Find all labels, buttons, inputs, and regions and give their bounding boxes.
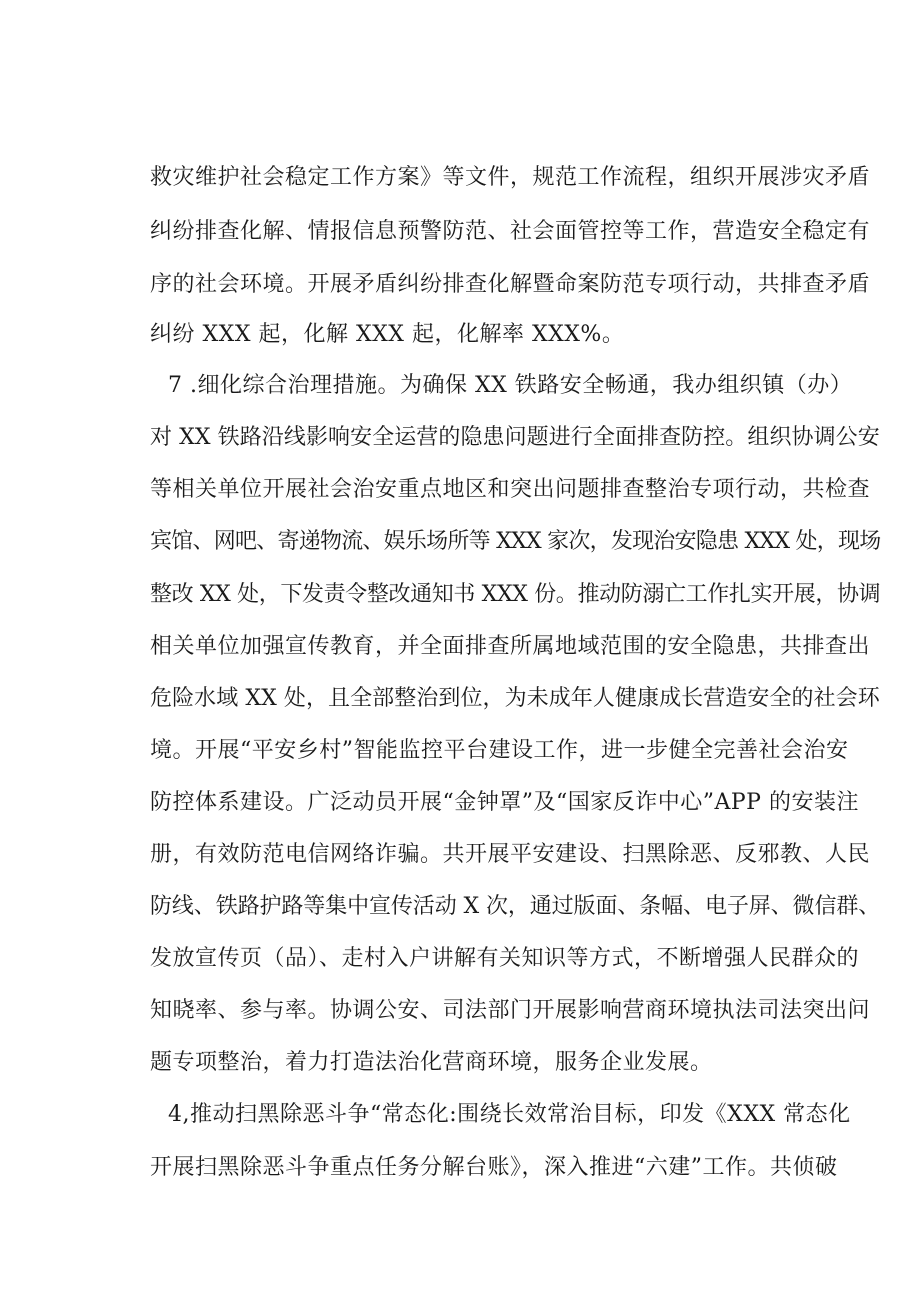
paragraph-2-line-1: 7 .细化综合治理措施。为确保 XX 铁路安全畅通，我办组织镇（办） xyxy=(168,373,853,398)
paragraph-1-line-2: 纠纷排查化解、情报信息预警防范、社会面管控等工作，营造安全稳定有 xyxy=(150,219,871,244)
paragraph-2-line-10: 册，有效防范电信网络诈骗。共开展平安建设、扫黑除恶、反邪教、人民 xyxy=(150,842,871,867)
paragraph-2-line-5: 整改 XX 处，下发责令整改通知书 XXX 份。推动防溺亡工作扎实开展，协调 xyxy=(150,582,881,607)
paragraph-3-line-1: 4,推动扫黑除恶斗争“常态化:围绕长效常治目标，印发《XXX 常态化 xyxy=(168,1102,851,1127)
paragraph-2-line-9: 防控体系建设。广泛动员开展“金钟罩”及“国家反诈中心”APP 的安装注 xyxy=(150,790,859,815)
paragraph-2-line-3: 等相关单位开展社会治安重点地区和突出问题排查整治专项行动，共检查 xyxy=(150,477,871,502)
paragraph-2-line-11: 防线、铁路护路等集中宣传活动 X 次，通过版面、条幅、电子屏、微信群、 xyxy=(150,894,881,919)
paragraph-1-line-3: 序的社会环境。开展矛盾纠纷排查化解暨命案防范专项行动，共排查矛盾 xyxy=(150,272,871,297)
paragraph-2-line-8: 境。开展“平安乡村”智能监控平台建设工作，进一步健全完善社会治安 xyxy=(150,738,849,763)
paragraph-1-line-4: 纠纷 XXX 起，化解 XXX 起，化解率 XXX%。 xyxy=(150,322,625,347)
paragraph-1-line-1: 救灾维护社会稳定工作方案》等文件，规范工作流程，组织开展涉灾矛盾 xyxy=(150,165,871,190)
paragraph-2-line-7: 危险水域 XX 处，且全部整治到位，为未成年人健康成长营造安全的社会环 xyxy=(150,686,880,711)
paragraph-2-line-6: 相关单位加强宣传教育，并全面排查所属地域范围的安全隐患，共排查出 xyxy=(150,634,871,659)
paragraph-3-line-2: 开展扫黑除恶斗争重点任务分解台账》，深入推进“六建”工作。共侦破 xyxy=(150,1155,838,1180)
paragraph-2-line-2: 对 XX 铁路沿线影响安全运营的隐患问题进行全面排查防控。组织协调公安 xyxy=(150,425,880,450)
paragraph-2-line-14: 题专项整治，着力打造法治化营商环境，服务企业发展。 xyxy=(150,1050,713,1075)
paragraph-2-line-13: 知晓率、参与率。协调公安、司法部门开展影响营商环境执法司法突出问 xyxy=(150,998,871,1023)
paragraph-2-line-12: 发放宣传页（品）、走村入户讲解有关知识等方式，不断增强人民群众的 xyxy=(150,946,860,971)
paragraph-2-line-4: 宾馆、网吧、寄递物流、娱乐场所等 XXX 家次，发现治安隐患 XXX 处，现场 xyxy=(150,529,881,554)
